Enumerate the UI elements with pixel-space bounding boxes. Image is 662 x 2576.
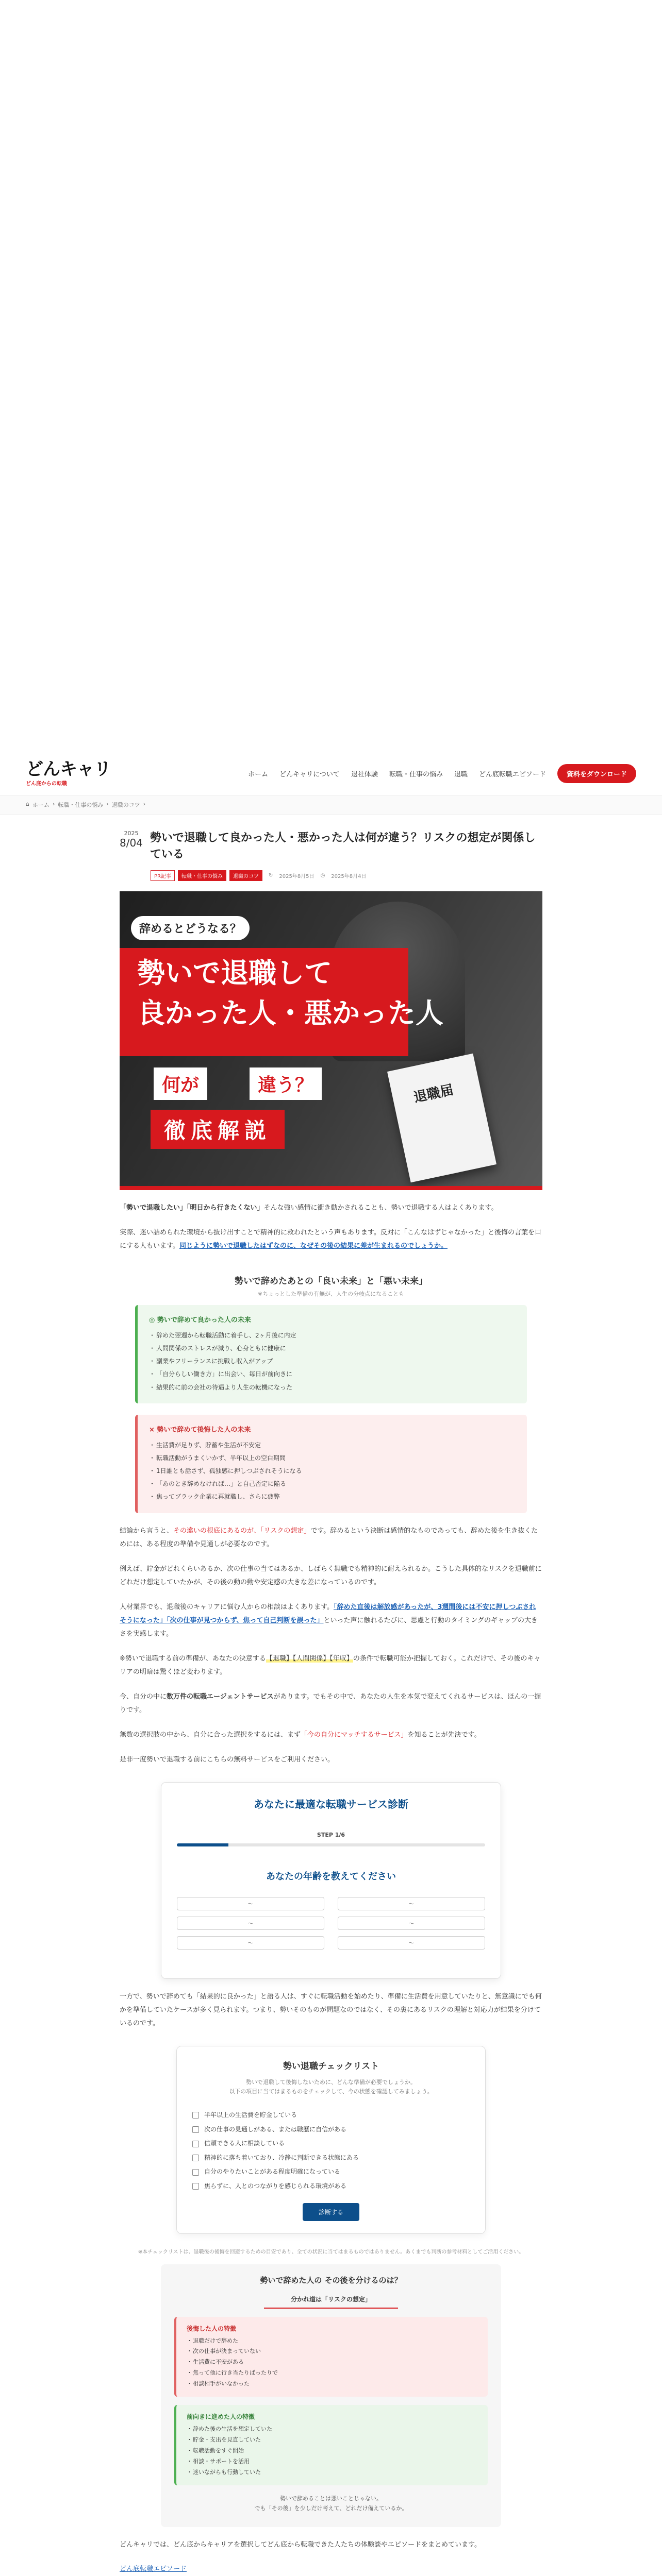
download-button[interactable]: 資料をダウンロード [557, 764, 636, 783]
diagnosis-question: あなたの年齢を教えてください [266, 1871, 396, 1882]
list-item: ・ 迷いながらも行動していた [187, 2467, 477, 2478]
resignation-letter-image [387, 1054, 496, 1183]
list-item: ・ 貯金・支出を見直していた [187, 2435, 477, 2446]
list-item: ・ 次の仕事が決まっていない [187, 2346, 477, 2357]
diagnosis-step: STEP 1/6 [317, 1831, 345, 1838]
main-nav [248, 764, 636, 783]
checklist-title: 勢い退職チェックリスト [283, 2061, 379, 2072]
positive-traits-box [174, 2405, 488, 2485]
checklist-item[interactable]: 次の仕事の見通しがある、または職歴に自信がある [192, 2123, 470, 2137]
answer-option[interactable]: 〜 [177, 1897, 324, 1910]
answer-option[interactable]: 〜 [338, 1897, 485, 1910]
intro-paragraph-1: 「勢いで退職したい」「明日から行きたくない」そんな強い感情に衝き動かされることも、勢いで退職する人はよくあります。 [120, 1204, 498, 1212]
positive-traits-title: 前向きに進めた人の特徴 [187, 2413, 255, 2421]
list-item: ・ 辞めた翌週から転職活動に着手し、2ヶ月後に内定 [149, 1329, 516, 1342]
post-year: 2025 [124, 830, 139, 837]
hero-question-1: 何が [154, 1067, 207, 1100]
answer-options [177, 1897, 485, 1965]
checklist-item[interactable]: 信頼できる人に相談している [192, 2137, 470, 2151]
checkbox[interactable] [192, 2141, 199, 2147]
published-date: 2025年8月4日 [331, 873, 367, 879]
checklist-item[interactable]: 半年以上の生活費を貯金している [192, 2108, 470, 2123]
diagnosis-title: あなたに最適な転職サービス診断 [254, 1798, 408, 1810]
regret-traits-title: 後悔した人の特徴 [187, 2325, 237, 2332]
future-title: 勢いで辞めた人の その後を分けるのは？ [260, 2275, 402, 2285]
list-item: ・ 転職活動をすぐ開始 [187, 2446, 477, 2456]
site-header [0, 752, 662, 795]
list-item: ・ 焦ってブラック企業に再就職し、さらに疲弊 [149, 1490, 516, 1503]
checklist-description: 勢いで退職して後悔しないために、どんな準備が必要でしょうか。 以下の項目に当てはまるものをチェックして、今の状態を確認してみましょう。 [229, 2078, 433, 2095]
nav-home[interactable]: ホーム [248, 771, 269, 778]
answer-option[interactable]: 〜 [338, 1936, 485, 1950]
body-paragraph: 一方で、勢いで辞めても「結果的に良かった」と語る人は、すぐに転職活動を始めたり、準備に生活費を用意していたりと、無意識にでも何かを準備していたケースが多く見られます。つまり、勢いそのものが問題なのではなく、その裏にあるリスクの理解と対応力が結果を分けているのです。 [120, 1992, 542, 2027]
list-item: ・ 副業やフリーランスに挑戦し収入がアップ [149, 1355, 516, 1368]
list-item: ・ 「あのとき辞めなければ…」と自己否定に陥る [149, 1478, 516, 1490]
section-heading: 勢いで辞めたあとの「良い未来」と「悪い未来」 [235, 1276, 427, 1286]
update-icon: ↻ [268, 872, 273, 878]
body-paragraph: 結論から言うと、その違いの根底にあるのが、「リスクの想定」です。辞めるという決断は感情的なものであっても、辞めた後を生き抜くためには、ある程度の準備や見通しが必要なのです。 [120, 1527, 538, 1548]
list-item: ・ 転職活動がうまくいかず、半年以上の空白期間 [149, 1452, 516, 1465]
diagnose-button[interactable]: 診断する [303, 2203, 359, 2221]
tag-subcategory[interactable]: 退職のコツ [229, 870, 262, 881]
breadcrumb-home[interactable]: ホーム [32, 802, 49, 808]
article [120, 830, 542, 2576]
body-paragraph: 今、自分の中に数万件の転職エージェントサービスがあります。でもその中で、あなたの人生を本気で変えてくれるサービスは、ほんの一握りです。 [120, 1692, 541, 1714]
list-item: ・ 「自分らしい働き方」に出会い、毎日が前向きに [149, 1368, 516, 1381]
list-item: ・ 人間関係のストレスが減り、心身ともに健康に [149, 1342, 516, 1355]
checkbox[interactable] [192, 2169, 199, 2176]
list-item: ・ 相談・サポートを活用 [187, 2456, 477, 2467]
good-future-box [135, 1305, 527, 1403]
list-item: ・ 辞めた後の生活を想定していた [187, 2424, 477, 2435]
hero-image [120, 891, 542, 1190]
blank-top-area [0, 0, 662, 752]
diagnosis-progress-bar [177, 1843, 485, 1846]
bad-future-box [135, 1415, 527, 1513]
checkbox[interactable] [192, 2183, 199, 2190]
regret-traits-box [174, 2317, 488, 2397]
future-comparison-card [161, 2264, 501, 2528]
body-paragraph: 例えば、貯金がどれくらいあるか、次の仕事の当てはあるか、しばらく無職でも精神的に耐えられるか。こうした具体的なリスクを退職前にどれだけ想定していたかが、その後の動の動や安定感の大きな差になっているのです。 [120, 1565, 542, 1586]
bad-future-title: × 勢いで辞めて後悔した人の未来 [149, 1426, 251, 1434]
body-paragraph: 無数の選択肢の中から、自分に合った選択をするには、まず「今の自分にマッチするサービス」を知ることが先決です。 [120, 1731, 481, 1739]
progress-fill [177, 1843, 228, 1846]
breadcrumb-subcategory[interactable]: 退職のコツ [111, 802, 140, 808]
checklist-item[interactable]: 精神的に落ち着いており、冷静に判断できる状態にある [192, 2151, 470, 2165]
post-month-day: 8/04 [120, 837, 143, 849]
breadcrumb: ⌂ ホーム › 転職・仕事の悩み › 退職のコツ › [0, 795, 662, 815]
hero-finale: 徹底解説 [151, 1110, 285, 1149]
nav-experience[interactable]: 退社体験 [351, 771, 378, 778]
clock-icon: ◷ [320, 872, 325, 878]
intro-paragraph-2: 実際、迷い詰められた環境から抜け出すことで精神的に救われたという声もあります。反対に「こんなはずじゃなかった」と後悔の言葉を口にする人もいます。同じように勢いで退職したはずなのに、なぜその後の結果に差が生まれるのでしょうか。 [120, 1228, 541, 1250]
nav-episodes[interactable]: どん底転職エピソード [478, 771, 546, 778]
list-item: ・ 生活費に不安がある [187, 2357, 477, 2368]
post-date [120, 830, 143, 863]
answer-option[interactable]: 〜 [177, 1917, 324, 1930]
hero-subtitle: 辞めるとどうなる？ [131, 916, 250, 940]
nav-career-worries[interactable]: 転職・仕事の悩み [389, 771, 443, 778]
updated-date: 2025年8月5日 [279, 873, 315, 879]
site-logo[interactable] [26, 760, 111, 787]
diagnosis-tool [161, 1782, 501, 1979]
body-paragraph: 是非一度勢いで退職する前にこちらの無料サービスをご利用ください。 [120, 1755, 335, 1764]
answer-option[interactable]: 〜 [338, 1917, 485, 1930]
article-title: 勢いで退職して良かった人・悪かった人は何が違う？リスクの想定が関係している [150, 832, 536, 861]
section-subheading: ※ちょっとした準備の有無が、人生の分岐点になることも [257, 1290, 405, 1297]
hero-line-1: 勢いで退職して [137, 956, 332, 989]
nav-retire[interactable]: 退職 [454, 771, 468, 778]
nav-about[interactable]: どんキャリについて [279, 771, 340, 778]
hero-line-2: 良かった人・悪かった人 [137, 996, 443, 1029]
checklist-note: ※本チェックリストは、退職後の後悔を回避するための目安であり、全ての状況に当てはまるものではありません。あくまでも判断の参考材料としてご活用ください。 [138, 2249, 524, 2255]
breadcrumb-category[interactable]: 転職・仕事の悩み [58, 802, 104, 808]
list-item: ・ 相談相手がいなかった [187, 2379, 477, 2389]
list-item: ・ 1日誰とも話さず、孤独感に押しつぶされそうになる [149, 1465, 516, 1478]
tag-pr[interactable]: PR記事 [151, 870, 175, 881]
checklist-card [176, 2046, 486, 2234]
list-item: ・ 生活費が足りず、貯蓄や生活が不安定 [149, 1439, 516, 1452]
tag-category[interactable]: 転職・仕事の悩み [178, 870, 226, 881]
logo-tagline: どん底からの転職 [26, 781, 67, 787]
list-item: ・ 退職だけで辞めた [187, 2336, 477, 2347]
checklist-item[interactable]: 自分のやりたいことがある程度明確になっている [192, 2165, 470, 2179]
hero-question-2: 違う？ [250, 1067, 322, 1100]
body-paragraph: 人材業界でも、退職後のキャリアに悩む人からの相談はよくあります。「辞めた直後は解放感があったが、3週間後には不安に押しつぶされそうになった」「次の仕事が見つからず、焦って自己判断を誤った」といった声に触れるたびに、思慮と行動のタイミングのギャップの大きさを実感します。 [120, 1603, 538, 1638]
answer-option[interactable]: 〜 [177, 1936, 324, 1950]
good-future-title: ◎ 勢いで辞めて良かった人の未来 [149, 1316, 251, 1324]
home-icon: ⌂ [26, 801, 29, 807]
future-divider: 分かれ道は「リスクの想定」 [264, 2295, 398, 2309]
checkbox[interactable] [192, 2112, 199, 2119]
checklist-item[interactable]: 焦らずに、人とのつながりを感じられる環境がある [192, 2179, 470, 2194]
list-item: ・ 焦って他に行き当たりばったりで [187, 2368, 477, 2379]
list-item: ・ 結果的に前の会社の待遇より人生の転機になった [149, 1381, 516, 1394]
future-message: 勢いで辞めることは悪いことじゃない。 でも「その後」を少しだけ考えて、どれだけ備えているか。 [254, 2495, 408, 2512]
letter-text: 退職届 [412, 1082, 455, 1106]
checkbox[interactable] [192, 2155, 199, 2161]
body-paragraph: どんキャリでは、どん底からキャリアを選択してどん底から転職できた人たちの体験談やエピソードをまとめています。 [120, 2541, 481, 2549]
body-paragraph: ※勢いで退職する前の準備が、あなたの決意する【退職】【人間関係】【年収】の条件で転職可能か把握しておく。これだけで、その後のキャリアの明暗は驚くほど変わります。 [120, 1654, 541, 1676]
episodes-link[interactable]: どん底転職エピソード [120, 2565, 187, 2573]
logo-text: どんキャリ [26, 759, 111, 779]
tag-list [151, 870, 542, 881]
checkbox[interactable] [192, 2126, 199, 2133]
